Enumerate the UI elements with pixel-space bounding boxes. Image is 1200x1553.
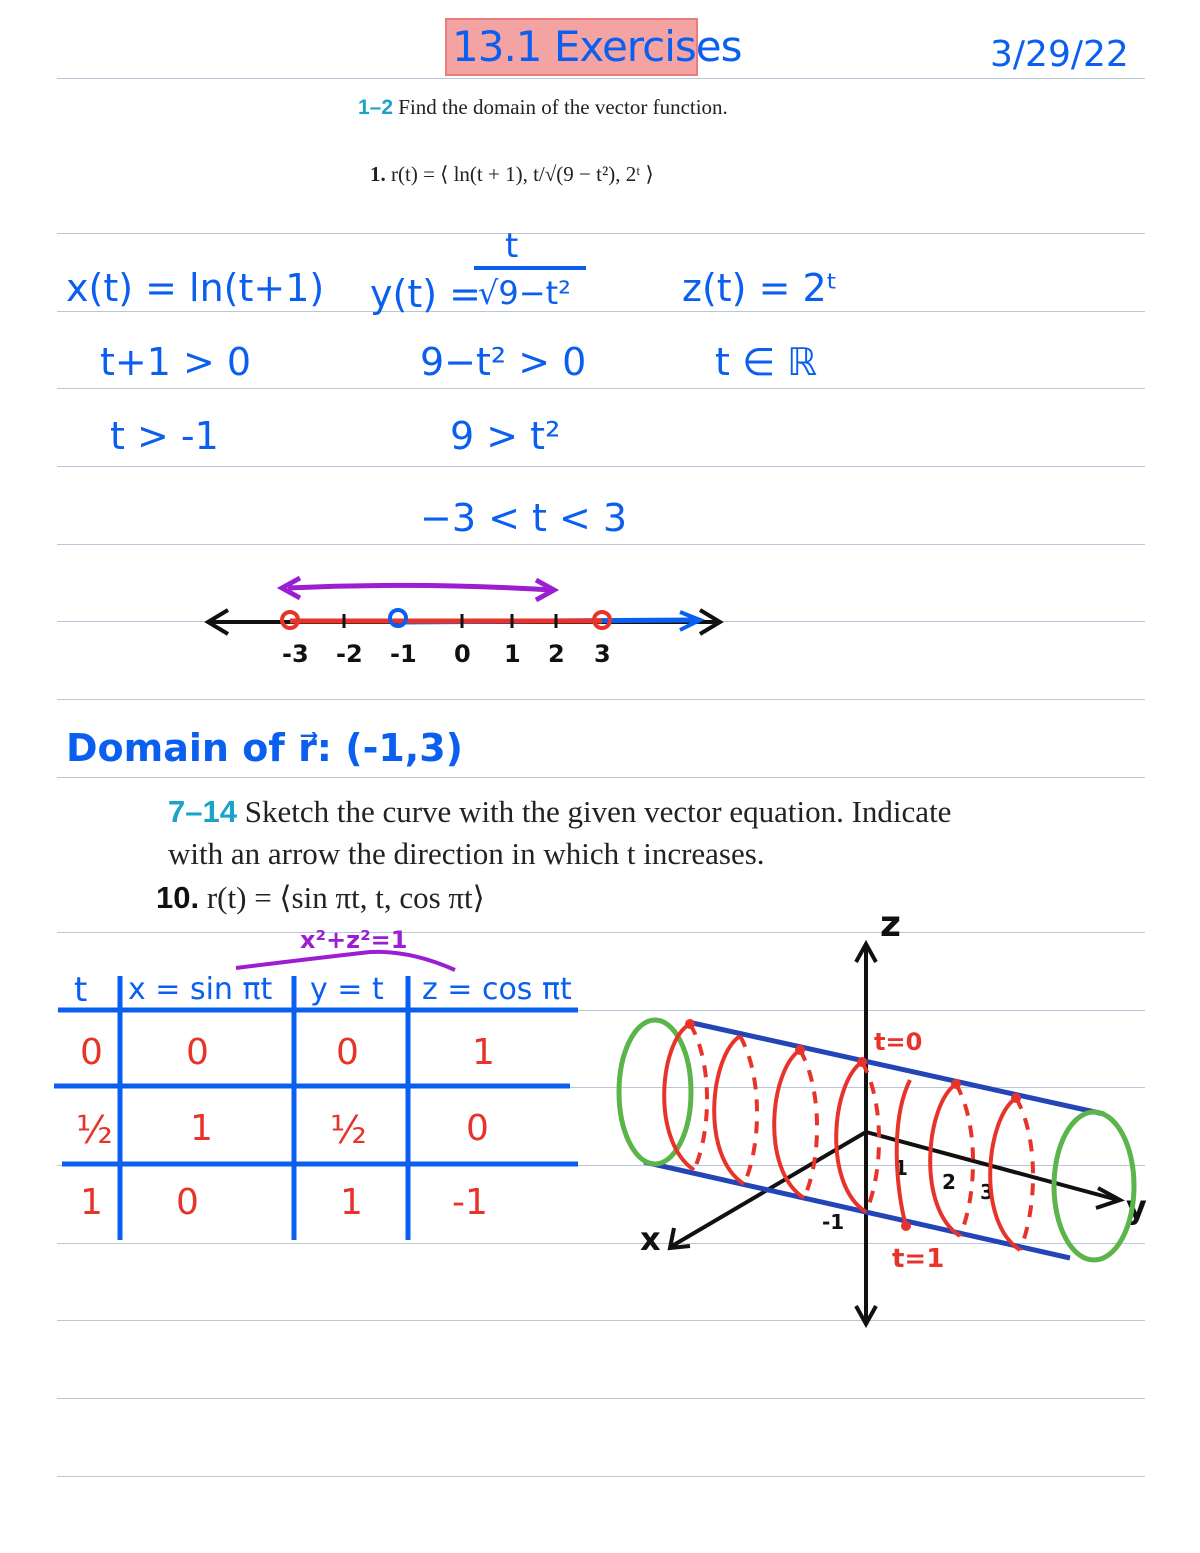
axis-tick-label: -1: [822, 1210, 845, 1234]
table-grid: [54, 976, 578, 1240]
number-line-tick-label: 2: [548, 640, 565, 668]
axis-tick-label: 3: [980, 1180, 994, 1204]
table-cell: ½: [76, 1108, 113, 1152]
y-definition-left: y(t) =: [370, 272, 481, 316]
table-header-t: t: [74, 970, 88, 1010]
table-cell: 1: [340, 1182, 363, 1223]
axis-label-y: y: [1126, 1188, 1147, 1226]
table-cell: 1: [472, 1032, 495, 1073]
number-line-tick-label: 3: [594, 640, 611, 668]
table-cell: 0: [186, 1032, 209, 1073]
problem1-number: 1.: [370, 162, 386, 186]
axis-tick-label: 1: [894, 1156, 908, 1180]
table-header-x: x = sin πt: [128, 972, 273, 1007]
x-step-2: t > -1: [110, 414, 219, 458]
number-line: [208, 578, 720, 634]
problem10-range: 7–14: [168, 794, 237, 829]
z-definition: z(t) = 2ᵗ: [682, 266, 838, 310]
brace-label: x²+z²=1: [300, 926, 408, 954]
x-step-1: t+1 > 0: [100, 340, 252, 384]
table-cell: 0: [80, 1032, 103, 1073]
number-line-tick-label: -3: [282, 640, 309, 668]
problem1-equation: r(t) = ⟨ ln(t + 1), t/√(9 − t²), 2ᵗ ⟩: [391, 162, 654, 186]
number-line-tick-label: -1: [390, 640, 417, 668]
problem1-instruction: Find the domain of the vector function.: [398, 95, 728, 119]
y-denominator: √9−t²: [478, 274, 571, 312]
table-header-z: z = cos πt: [422, 972, 572, 1007]
problem1-range: 1–2: [358, 96, 394, 119]
t0-label: t=0: [874, 1028, 923, 1056]
table-cell: 0: [336, 1032, 359, 1073]
problem10-instruction-2: with an arrow the direction in which t increases.: [168, 836, 765, 871]
axis-label-x: x: [640, 1220, 661, 1258]
domain-answer: Domain of r⃗: (-1,3): [66, 726, 464, 770]
table-cell: 1: [190, 1108, 213, 1149]
table-cell: 1: [80, 1182, 103, 1223]
x-definition: x(t) = ln(t+1): [66, 266, 325, 310]
axis-tick-label: 2: [942, 1170, 956, 1194]
t1-label: t=1: [892, 1244, 945, 1274]
problem10-number: 10.: [156, 880, 200, 915]
problem10-instruction-text-1: Sketch the curve with the given vector equation. Indicate: [244, 794, 952, 829]
y-step-2: 9 > t²: [450, 414, 561, 458]
page-title: 13.1 Exercises: [452, 22, 742, 71]
number-line-tick-label: 1: [504, 640, 521, 668]
table-cell: 0: [466, 1108, 489, 1149]
number-line-tick-label: -2: [336, 640, 363, 668]
table-cell: ½: [330, 1108, 367, 1152]
y-step-1: 9−t² > 0: [420, 340, 587, 384]
table-brace: [236, 952, 455, 970]
y-numerator: t: [505, 226, 519, 266]
page-date: 3/29/22: [990, 34, 1129, 75]
table-cell: 0: [176, 1182, 199, 1223]
cylinder-outline: [619, 1020, 1134, 1260]
axis-label-z: z: [880, 904, 901, 945]
table-header-y: y = t: [310, 972, 384, 1007]
y-step-3: −3 < t < 3: [420, 496, 628, 540]
number-line-tick-label: 0: [454, 640, 471, 668]
table-cell: -1: [452, 1182, 488, 1223]
sketch-axes: [670, 944, 1120, 1324]
problem10-equation: r(t) = ⟨sin πt, t, cos πt⟩: [206, 880, 485, 915]
z-step-1: t ∈ ℝ: [715, 340, 818, 384]
